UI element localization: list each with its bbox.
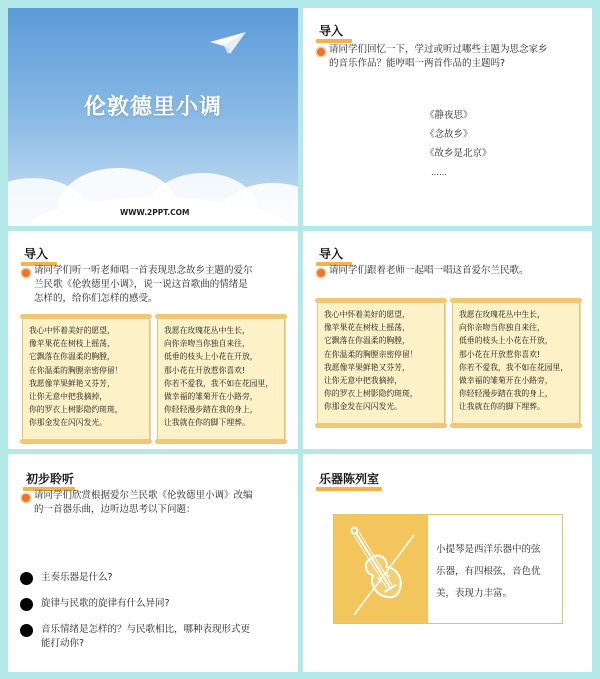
description-line: 小提琴是西洋乐器中的弦 <box>436 544 541 555</box>
paper-plane-icon <box>208 30 248 56</box>
violin-icon <box>334 515 428 625</box>
lyrics-block: 我心中怀着美好的愿望， 像苹果花在树枝上摇荡， 它飘落在你温柔的胸膛， 在你温柔的胸膛亲密停留！ 我愿像苹果鲜艳又芬芳， 让你无意中把我摘掉， 你的罗衣上树影隐约斑斑， 你那金发在闪闪发光。 <box>29 326 123 428</box>
song-item: …… <box>431 168 447 177</box>
song-item: 《念故乡》 <box>425 129 473 140</box>
description-line: 美，表现力丰富。 <box>436 588 513 599</box>
question-2: 旋律与民歌的旋律有什么异同? <box>41 598 170 609</box>
instruction-line: 兰民歌《伦敦德里小调》，说一说这首歌曲的情绪是 <box>34 279 248 290</box>
intro-text <box>34 489 253 517</box>
slide-heading <box>24 245 48 262</box>
instrument-room-slide[interactable] <box>303 454 592 672</box>
first-listen-slide[interactable] <box>8 454 298 672</box>
lyrics-scroll-left <box>317 301 445 425</box>
song-item: 《故乡是北京》 <box>425 148 492 159</box>
instrument-description <box>436 539 556 605</box>
question-line: 请同学们回忆一下，学过或听过哪些主题为思念家乡 <box>329 44 548 55</box>
question-bullet-icon <box>20 624 33 637</box>
instruction-line: 怎样的，给你们怎样的感受。 <box>34 293 158 304</box>
slide-heading <box>26 470 74 487</box>
heading-text: 导入 <box>319 24 344 38</box>
instruction-line: 请同学们听一听老师唱一首表现思念故乡主题的爱尔 <box>34 265 253 276</box>
lyrics-scroll-right <box>157 317 285 441</box>
lyrics-block: 我愿在玫瑰花丛中生长， 向你亲吻当你独自来往， 低垂的枝头上小花在开放， 那小花在开放惹你喜欢! 你若不爱我，我不如在花园里， 做幸福的雏菊开在小路旁， 你轻轻漫步踏在我的身上， 让我就在你的脚下埋葬。 <box>459 310 569 412</box>
question-bullet-icon <box>20 598 33 611</box>
question-text <box>329 43 548 71</box>
bullet-icon <box>317 269 325 277</box>
slide-heading <box>319 22 343 39</box>
cover-slide[interactable] <box>8 8 298 226</box>
instrument-card <box>333 514 563 624</box>
intro-sing-slide[interactable] <box>303 231 592 449</box>
instruction-text <box>34 264 253 306</box>
slide-heading <box>319 470 379 487</box>
lyrics-block: 我心中怀着美好的愿望， 像苹果花在树枝上摇荡， 它飘落在你温柔的胸膛， 在你温柔的胸膛亲密停留！ 我愿像苹果鲜艳又芬芳， 让你无意中把我摘掉， 你的罗衣上树影隐约斑斑， 你那金发在闪闪发光。 <box>324 310 418 412</box>
question-line: 能打动你? <box>41 638 85 649</box>
slide-heading <box>319 245 343 262</box>
question-1: 主奏乐器是什么? <box>41 572 113 583</box>
site-url: WWW.2PPT.COM <box>120 208 190 217</box>
question-line: 音乐情绪是怎样的？与民歌相比，哪种表现形式更 <box>41 624 251 635</box>
intro-line: 请同学们欣赏根据爱尔兰民歌《伦敦德里小调》改编 <box>34 490 253 501</box>
instrument-image-panel <box>334 515 428 623</box>
question-line: 的音乐作品？能哼唱一两首作品的主题吗? <box>329 58 506 69</box>
lyrics-scroll-left <box>22 317 150 441</box>
heading-text: 导入 <box>24 247 49 261</box>
intro-listen-slide[interactable] <box>8 231 298 449</box>
bullet-icon <box>22 494 30 502</box>
song-list <box>425 106 492 182</box>
song-item: 《静夜思》 <box>425 110 473 121</box>
instruction-text: 请同学们跟着老师一起唱一唱这首爱尔兰民歌。 <box>329 265 529 276</box>
lyrics-scroll-right <box>452 301 580 425</box>
intro-recall-slide[interactable] <box>303 8 592 226</box>
heading-text: 乐器陈列室 <box>319 472 380 486</box>
bullet-icon <box>317 48 325 56</box>
heading-text: 导入 <box>319 247 344 261</box>
heading-underline <box>316 487 382 491</box>
cover-title: 伦敦德里小调 <box>83 95 222 120</box>
intro-line: 的一首器乐曲，边听边思考以下问题： <box>34 504 196 515</box>
bullet-icon <box>22 269 30 277</box>
description-line: 乐器，有四根弦，音色优 <box>436 566 541 577</box>
question-bullet-icon <box>20 572 33 585</box>
question-3 <box>41 623 250 651</box>
heading-text: 初步聆听 <box>26 472 75 486</box>
lyrics-block: 我愿在玫瑰花丛中生长， 向你亲吻当你独自来往， 低垂的枝头上小花在开放， 那小花在开放惹你喜欢! 你若不爱我，我不如在花园里， 做幸福的雏菊开在小路旁， 你轻轻漫步踏在我的身上， 让我就在你的脚下埋葬。 <box>164 326 274 428</box>
